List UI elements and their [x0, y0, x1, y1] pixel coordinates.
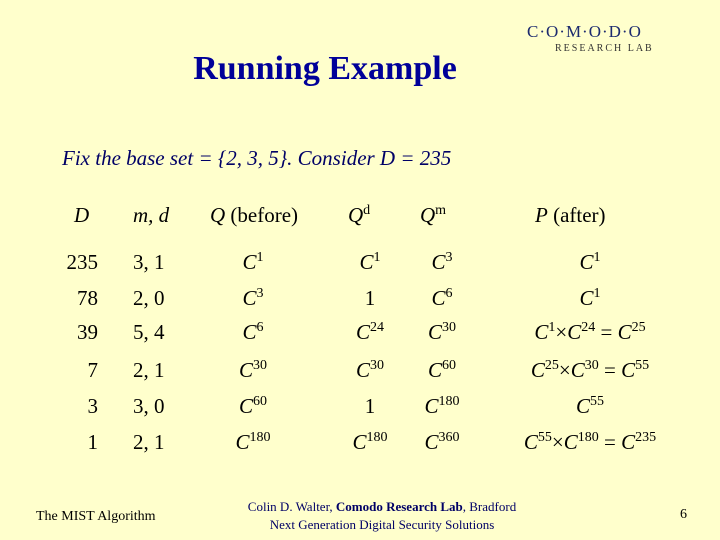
intro-line: Fix the base set = {2, 3, 5}. Consider D = 235	[62, 146, 452, 170]
cell-qm: $C^{60}$	[427, 358, 457, 382]
header-q-before: Q (before)	[210, 203, 299, 227]
cell-p-after: $C^{55}\times C^{180} = C^{235}$	[523, 430, 657, 454]
cell-p-after: $C^1$	[579, 286, 601, 310]
cell-p-after: $C^1$	[579, 250, 601, 274]
cell-p-after: $C^1\times C^{24} = C^{25}$	[534, 320, 646, 344]
cell-qd: $C^{30}$	[355, 358, 385, 382]
footer-center: Colin D. Walter, Comodo Research Lab, Bradford Next Generation Digital Security Solutions	[247, 499, 517, 532]
cell-md: 2, 0	[133, 286, 165, 310]
page-number: 6	[680, 507, 687, 522]
cell-qd: $C^1$	[359, 250, 381, 274]
cell-q-before: $C^6$	[242, 320, 264, 344]
cell-qd: $C^{180}$	[352, 430, 388, 454]
header-qd: $Q^d$	[348, 203, 371, 227]
logo-subtitle: RESEARCH LAB	[555, 43, 654, 54]
cell-d: 3	[87, 394, 98, 418]
cell-p-after: $C^{55}$	[575, 394, 605, 418]
cell-md: 2, 1	[133, 358, 165, 382]
cell-md: 5, 4	[133, 320, 165, 344]
cell-qd: $C^{24}$	[355, 320, 385, 344]
cell-d: 39	[77, 320, 98, 344]
cell-qm: $C^3$	[431, 250, 453, 274]
footer-left: The MIST Algorithm	[36, 509, 156, 524]
cell-md: 3, 0	[133, 394, 165, 418]
cell-qm: $C^6$	[431, 286, 453, 310]
header-d: D	[74, 203, 90, 227]
cell-md: 2, 1	[133, 430, 165, 454]
cell-d: 235	[66, 250, 98, 274]
cell-q-before: $C^1$	[242, 250, 264, 274]
header-md: m, d	[133, 203, 170, 227]
cell-p-after: $C^{25}\times C^{30} = C^{55}$	[530, 358, 650, 382]
cell-d: 78	[77, 286, 98, 310]
header-p-after: P (after)	[535, 203, 606, 227]
header-qm: $Q^m$	[420, 203, 447, 227]
cell-q-before: $C^{30}$	[238, 358, 268, 382]
cell-q-before: $C^{180}$	[235, 430, 271, 454]
cell-md: 3, 1	[133, 250, 165, 274]
cell-qm: $C^{30}$	[427, 320, 457, 344]
cell-qd: 1	[364, 286, 376, 310]
cell-d: 1	[87, 430, 98, 454]
slide-title: Running Example	[193, 50, 457, 87]
cell-qd: 1	[364, 394, 376, 418]
cell-qm: $C^{360}$	[424, 430, 460, 454]
logo-wordmark: C·O·M·O·D·O	[527, 22, 642, 41]
cell-q-before: $C^{60}$	[238, 394, 268, 418]
cell-qm: $C^{180}$	[424, 394, 460, 418]
cell-d: 7	[87, 358, 98, 382]
cell-q-before: $C^3$	[242, 286, 264, 310]
